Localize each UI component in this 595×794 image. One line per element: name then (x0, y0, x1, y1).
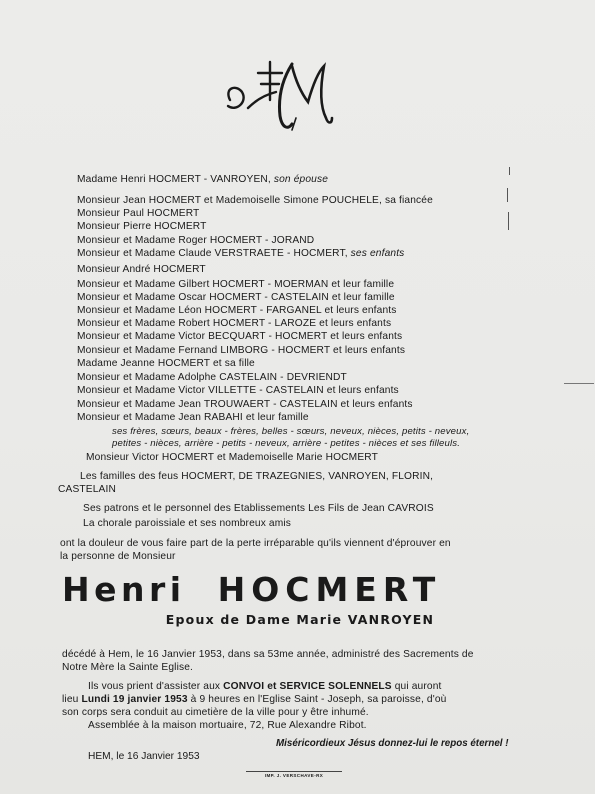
service-line: Ils vous prient d'assister aux CONVOI et SERVICE SOLENNELS qui auront (88, 681, 442, 692)
announcement-line: la personne de Monsieur (60, 551, 176, 562)
family-line: Monsieur et Madame Victor VILLETTE - CASTELAIN et leurs enfants (77, 385, 399, 396)
family-line: Monsieur et Madame Claude VERSTRAETE - HOCMERT, ses enfants (77, 248, 405, 259)
margin-mark (509, 167, 510, 175)
family-line: Monsieur et Madame Roger HOCMERT - JORAND (77, 235, 315, 246)
family-line: Monsieur et Madame Robert HOCMERT - LAROZE et leurs enfants (77, 318, 392, 329)
victor-marie-line: Monsieur Victor HOCMERT et Mademoiselle Marie HOCMERT (86, 452, 378, 463)
relatives-line: petites - nièces, arrière - petits - neveux, arrière - petites - nièces et ses filleuls. (112, 438, 461, 449)
family-line: Monsieur Jean HOCMERT et Mademoiselle Simone POUCHELE, sa fiancée (77, 195, 433, 206)
deceased-name (62, 570, 524, 609)
deceased-first-name: Henri (62, 570, 186, 609)
spouse-line: Epoux de Dame Marie VANROYEN (165, 612, 435, 627)
family-line: Monsieur André HOCMERT (77, 264, 206, 275)
family-line: Monsieur et Madame Fernand LIMBORG - HOCMERT et leurs enfants (77, 345, 406, 356)
family-line: Monsieur Paul HOCMERT (77, 208, 200, 219)
family-line: Madame Henri HOCMERT - VANROYEN, son épouse (77, 174, 329, 185)
patrons-line: Ses patrons et le personnel des Etablissements Les Fils de Jean CAVROIS (83, 503, 434, 514)
margin-mark (508, 212, 509, 230)
assembly-line: Assemblée à la maison mortuaire, 72, Rue Alexandre Ribot. (88, 720, 367, 731)
family-line: Monsieur Pierre HOCMERT (77, 221, 207, 232)
family-line: Monsieur et Madame Adolphe CASTELAIN - DEVRIENDT (77, 372, 347, 383)
family-line: Monsieur et Madame Victor BECQUART - HOCMERT et leurs enfants (77, 331, 403, 342)
printer-credit: IMP. J. VERSCHAVE-RX (264, 773, 324, 778)
closing-prayer: Miséricordieux Jésus donnez-lui le repos éternel ! (276, 738, 509, 749)
printer-divider (246, 771, 342, 772)
relatives-line: ses frères, sœurs, beaux - frères, belles - sœurs, neveux, nièces, petits - neveux, (112, 426, 470, 437)
margin-mark (507, 188, 508, 202)
families-line: Les familles des feus HOCMERT, DE TRAZEGNIES, VANROYEN, FLORIN, (80, 471, 434, 482)
choir-line: La chorale paroissiale et ses nombreux amis (83, 518, 292, 529)
family-line: Monsieur et Madame Gilbert HOCMERT - MOERMAN et leur famille (77, 279, 395, 290)
families-line-cont: CASTELAIN (58, 484, 116, 495)
announcement-line: ont la douleur de vous faire part de la perte irréparable qu'ils viennent d'éprouver en (60, 538, 451, 549)
family-line: Monsieur et Madame Léon HOCMERT - FARGANEL et leurs enfants (77, 305, 397, 316)
family-line: Monsieur et Madame Jean TROUWAERT - CASTELAIN et leurs enfants (77, 399, 413, 410)
service-line: lieu Lundi 19 janvier 1953 à 9 heures en l'Eglise Saint - Joseph, sa paroisse, d'où (62, 694, 447, 705)
family-line: Monsieur et Madame Jean RABAHI et leur famille (77, 412, 309, 423)
death-line: décédé à Hem, le 16 Janvier 1953, dans sa 53me année, administré des Sacrements de (62, 649, 474, 660)
death-line: Notre Mère la Sainte Eglise. (62, 662, 194, 673)
place-date: HEM, le 16 Janvier 1953 (88, 751, 200, 762)
service-line: son corps sera conduit au cimetière de la ville pour y être inhumé. (62, 707, 369, 718)
deceased-last-name: HOCMERT (217, 570, 442, 609)
margin-mark (564, 383, 594, 384)
family-line: Madame Jeanne HOCMERT et sa fille (77, 358, 255, 369)
family-line: Monsieur et Madame Oscar HOCMERT - CASTELAIN et leur famille (77, 292, 395, 303)
cross-monogram-icon (222, 58, 334, 136)
